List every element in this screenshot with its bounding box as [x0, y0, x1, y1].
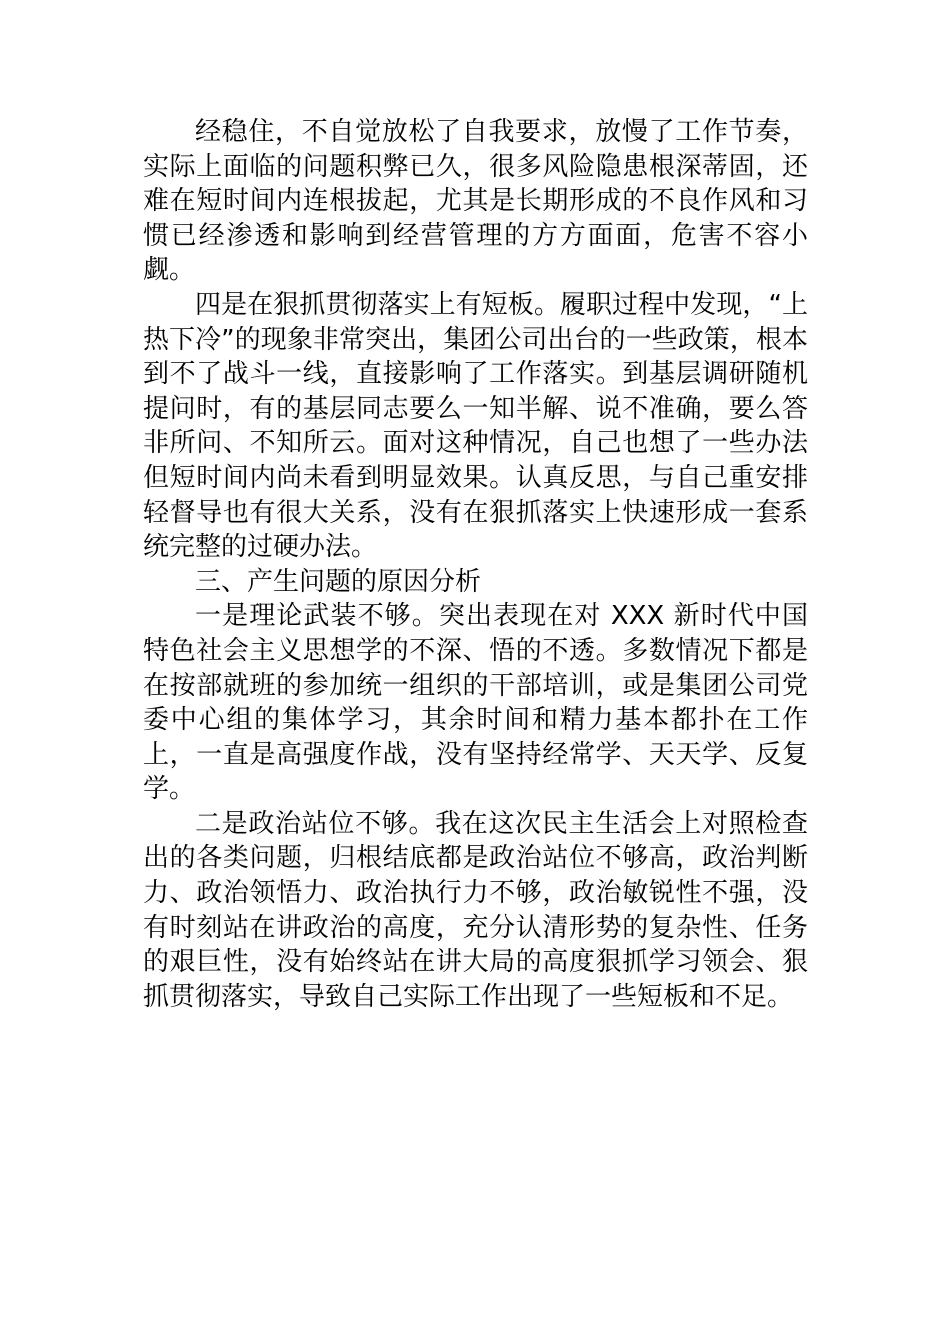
paragraph-continuation: 经稳住，不自觉放松了自我要求，放慢了工作节奏，实际上面临的问题积弊已久，很多风险隐患根深蒂固，还难在短时间内连根拔起，尤其是长期形成的不良作风和习惯已经渗透和影响到经营管理的方方面面，危害不容小觑。 [143, 117, 808, 286]
section-heading-causes: 三、产生问题的原因分析 [195, 566, 482, 597]
paragraph-point-four: 四是在狠抓贯彻落实上有短板。履职过程中发现，“上热下冷”的现象非常突出，集团公司出台的一些政策，根本到不了战斗一线，直接影响了工作落实。到基层调研随机提问时，有的基层同志要么一知半解、说不准确，要么答非所问、不知所云。面对这种情况，自己也想了一些办法但短时间内尚未看到明显效果。认真反思，与自己重安排轻督导也有很大关系，没有在狠抓落实上快速形成一套系统完整的过硬办法。 [143, 289, 808, 563]
paragraph-cause-one: 一是理论武装不够。突出表现在对 XXX 新时代中国特色社会主义思想学的不深、悟的不透。多数情况下都是在按部就班的参加统一组织的干部培训，或是集团公司党委中心组的集体学习，其余时间和精力基本都扑在工作上，一直是高强度作战，没有坚持经常学、天天学、反复学。 [143, 601, 808, 805]
paragraph-cause-two: 二是政治站位不够。我在这次民主生活会上对照检查出的各类问题，归根结底都是政治站位不够高，政治判断力、政治领悟力、政治执行力不够，政治敏锐性不强，没有时刻站在讲政治的高度，充分认清形势的复杂性、任务的艰巨性，没有始终站在讲大局的高度狠抓学习领会、狠抓贯彻落实，导致自己实际工作出现了一些短板和不足。 [143, 808, 808, 1012]
document-body [143, 115, 808, 1014]
